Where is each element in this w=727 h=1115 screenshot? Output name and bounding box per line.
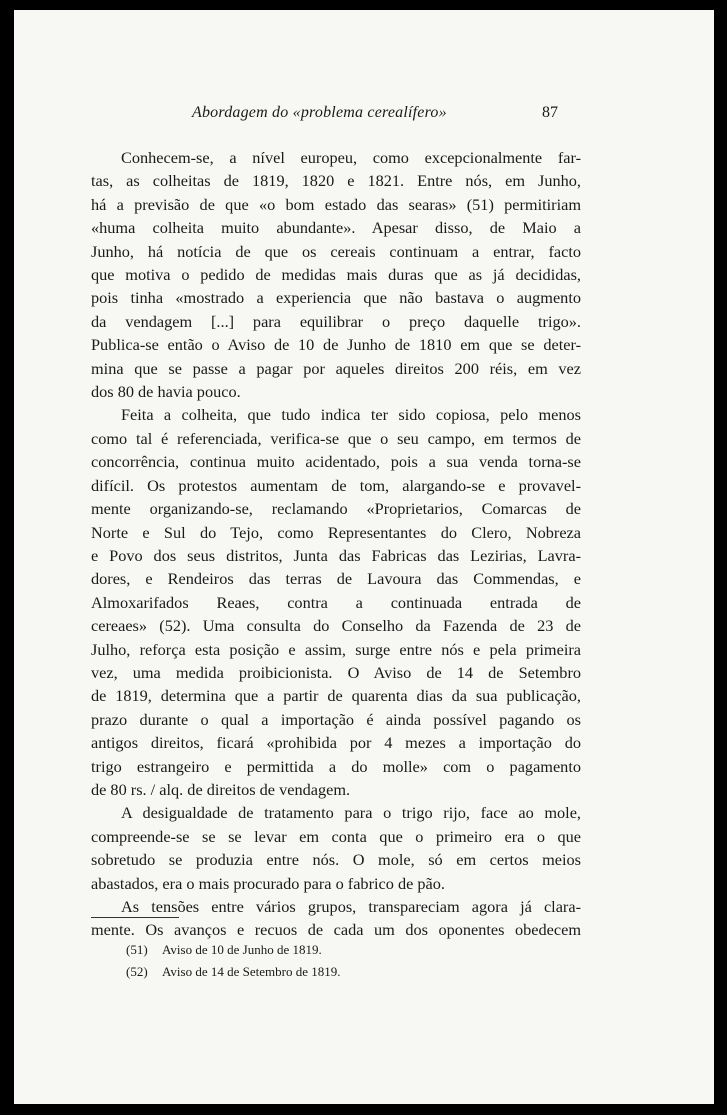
text-line: concorrência, continua muito acidentado, pois a sua venda torna-se: [91, 452, 581, 472]
text-line: compreende-se se se levar em conta que o primeiro era o que: [91, 826, 581, 846]
text-line: de 1819, determina que a partir de quarenta dias da sua publicação,: [91, 686, 581, 706]
text-line: e Povo dos seus distritos, Junta das Fabricas das Lezirias, Lavra-: [91, 545, 581, 565]
text-line: difícil. Os protestos aumentam de tom, alargando-se e provavel-: [91, 475, 581, 495]
text-line: sobretudo se produzia entre nós. O mole, só em certos meios: [91, 850, 581, 870]
text-line: mente organizando-se, reclamando «Proprietarios, Comarcas de: [91, 499, 581, 519]
text-line: tas, as colheitas de 1819, 1820 e 1821. Entre nós, em Junho,: [91, 171, 581, 191]
paragraph: [91, 403, 581, 801]
text-line: Conhecem-se, a nível europeu, como excepcionalmente far-: [121, 148, 581, 167]
footnote: [126, 939, 340, 961]
text-line: vez, uma medida proibicionista. O Aviso de 14 de Setembro: [91, 662, 581, 682]
footnote-mark: (52): [126, 964, 148, 979]
text-line: Junho, há notícia de que os cereais continuam a entrar, facto: [91, 241, 581, 261]
text-line: Feita a colheita, que tudo indica ter sido copiosa, pelo menos: [121, 405, 581, 425]
body-text: [91, 146, 581, 942]
text-line: Norte e Sul do Tejo, como Representantes do Clero, Nobreza: [91, 522, 581, 542]
text-line: abastados, era o mais procurado para o fabrico de pão.: [91, 873, 445, 893]
footnote-text: Aviso de 10 de Junho de 1819.: [162, 942, 322, 957]
text-line: «huma colheita muito abundante». Apesar disso, de Maio a: [91, 218, 581, 238]
text-line: que motiva o pedido de medidas mais duras que as já decididas,: [91, 265, 581, 285]
text-line: mina que se passe a pagar por aqueles direitos 200 réis, em vez: [91, 358, 581, 378]
text-line: pois tinha «mostrado a experiencia que não bastava o augmento: [91, 288, 581, 308]
footnote: [126, 961, 340, 983]
footnote-divider: [91, 917, 179, 918]
text-line: Publica-se então o Aviso de 10 de Junho de 1810 em que se deter-: [91, 335, 581, 355]
text-line: cereaes» (52). Uma consulta do Conselho da Fazenda de 23 de: [91, 616, 581, 636]
paragraph: [91, 895, 581, 942]
book-page: [14, 10, 714, 1104]
running-title: Abordagem do «problema cerealífero»: [192, 104, 447, 121]
text-line: da vendagem [...] para equilibrar o preço daquelle trigo».: [91, 311, 581, 331]
footnotes: [126, 939, 340, 983]
text-line: prazo durante o qual a importação é ainda possível pagando os: [91, 709, 581, 729]
text-line: como tal é referenciada, verifica-se que o seu campo, em termos de: [91, 428, 581, 448]
page-number: 87: [542, 104, 558, 121]
text-line: trigo estrangeiro e permittida a do molle» com o pagamento: [91, 756, 581, 776]
page-header: [14, 104, 714, 128]
text-line: As tensões entre vários grupos, transpareciam agora já clara-: [121, 897, 581, 916]
text-line: dos 80 de havia pouco.: [91, 382, 241, 402]
text-line: dores, e Rendeiros das terras de Lavoura das Commendas, e: [91, 569, 581, 589]
text-line: de 80 rs. / alq. de direitos de vendagem.: [91, 779, 351, 799]
text-line: mente. Os avanços e recuos de cada um dos oponentes obedecem: [91, 920, 581, 940]
footnote-text: Aviso de 14 de Setembro de 1819.: [162, 964, 341, 979]
text-line: antigos direitos, ficará «prohibida por 4 mezes a importação do: [91, 733, 581, 753]
text-line: Julho, reforça esta posição e assim, surge entre nós e pela primeira: [91, 639, 581, 659]
text-line: há a previsão de que «o bom estado das searas» (51) permitiriam: [91, 194, 581, 214]
paragraph: [91, 146, 581, 403]
paragraph: [91, 801, 581, 895]
footnote-mark: (51): [126, 942, 148, 957]
text-line: A desigualdade de tratamento para o trigo rijo, face ao mole,: [121, 803, 581, 823]
text-line: Almoxarifados Reaes, contra a continuada entrada de: [91, 592, 581, 612]
